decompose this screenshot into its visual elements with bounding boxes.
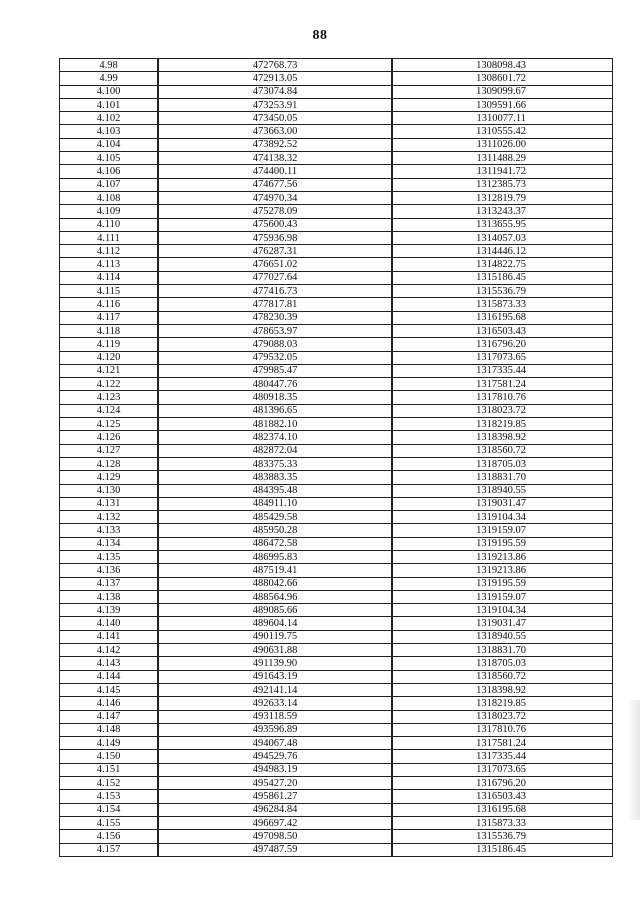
table-row	[60, 271, 613, 284]
y-coordinate-cell: 1314822.75	[392, 258, 613, 271]
point-number-cell: 4.144	[60, 670, 159, 683]
x-coordinate-cell: 496284.84	[158, 803, 392, 816]
x-coordinate-cell: 474400.11	[158, 165, 392, 178]
y-coordinate-cell: 1315873.33	[392, 298, 613, 311]
x-coordinate-cell: 485950.28	[158, 524, 392, 537]
table-row	[60, 683, 613, 696]
point-number-cell: 4.139	[60, 604, 159, 617]
x-coordinate-cell: 480918.35	[158, 391, 392, 404]
x-coordinate-cell: 483375.33	[158, 457, 392, 470]
point-number-cell: 4.132	[60, 511, 159, 524]
point-number-cell: 4.150	[60, 750, 159, 763]
x-coordinate-cell: 472768.73	[158, 59, 392, 72]
point-number-cell: 4.136	[60, 564, 159, 577]
table-row	[60, 803, 613, 816]
y-coordinate-cell: 1316195.68	[392, 311, 613, 324]
table-row	[60, 777, 613, 790]
x-coordinate-cell: 495861.27	[158, 790, 392, 803]
table-row	[60, 72, 613, 85]
table-row	[60, 511, 613, 524]
table-row	[60, 191, 613, 204]
x-coordinate-cell: 493596.89	[158, 723, 392, 736]
x-coordinate-cell: 474970.34	[158, 191, 392, 204]
table-row	[60, 750, 613, 763]
x-coordinate-cell: 479532.05	[158, 351, 392, 364]
point-number-cell: 4.121	[60, 364, 159, 377]
y-coordinate-cell: 1313655.95	[392, 218, 613, 231]
table-row	[60, 630, 613, 643]
x-coordinate-cell: 490119.75	[158, 630, 392, 643]
table-row	[60, 444, 613, 457]
point-number-cell: 4.148	[60, 723, 159, 736]
x-coordinate-cell: 491139.90	[158, 657, 392, 670]
point-number-cell: 4.133	[60, 524, 159, 537]
x-coordinate-cell: 475278.09	[158, 205, 392, 218]
point-number-cell: 4.137	[60, 577, 159, 590]
y-coordinate-cell: 1317073.65	[392, 351, 613, 364]
y-coordinate-cell: 1315186.45	[392, 843, 613, 856]
y-coordinate-cell: 1319195.59	[392, 537, 613, 550]
point-number-cell: 4.119	[60, 338, 159, 351]
x-coordinate-cell: 479088.03	[158, 338, 392, 351]
x-coordinate-cell: 485429.58	[158, 511, 392, 524]
point-number-cell: 4.115	[60, 285, 159, 298]
table-row	[60, 178, 613, 191]
table-row	[60, 816, 613, 829]
y-coordinate-cell: 1310555.42	[392, 125, 613, 138]
x-coordinate-cell: 487519.41	[158, 564, 392, 577]
x-coordinate-cell: 491643.19	[158, 670, 392, 683]
x-coordinate-cell: 481396.65	[158, 404, 392, 417]
table-row	[60, 404, 613, 417]
y-coordinate-cell: 1310077.11	[392, 112, 613, 125]
point-number-cell: 4.147	[60, 710, 159, 723]
table-row	[60, 205, 613, 218]
table-row	[60, 152, 613, 165]
point-number-cell: 4.129	[60, 471, 159, 484]
table-row	[60, 524, 613, 537]
x-coordinate-cell: 496697.42	[158, 816, 392, 829]
table-row	[60, 245, 613, 258]
y-coordinate-cell: 1312819.79	[392, 191, 613, 204]
y-coordinate-cell: 1313243.37	[392, 205, 613, 218]
table-row	[60, 457, 613, 470]
y-coordinate-cell: 1318940.55	[392, 484, 613, 497]
y-coordinate-cell: 1319031.47	[392, 617, 613, 630]
y-coordinate-cell: 1317581.24	[392, 378, 613, 391]
table-row	[60, 298, 613, 311]
y-coordinate-cell: 1317335.44	[392, 750, 613, 763]
x-coordinate-cell: 490631.88	[158, 644, 392, 657]
x-coordinate-cell: 483883.35	[158, 471, 392, 484]
table-row	[60, 763, 613, 776]
coordinates-table	[59, 58, 613, 857]
point-number-cell: 4.125	[60, 418, 159, 431]
x-coordinate-cell: 489604.14	[158, 617, 392, 630]
coordinates-table-body	[60, 59, 613, 857]
x-coordinate-cell: 492633.14	[158, 697, 392, 710]
x-coordinate-cell: 478230.39	[158, 311, 392, 324]
point-number-cell: 4.124	[60, 404, 159, 417]
table-row	[60, 790, 613, 803]
point-number-cell: 4.149	[60, 737, 159, 750]
y-coordinate-cell: 1317581.24	[392, 737, 613, 750]
point-number-cell: 4.131	[60, 497, 159, 510]
point-number-cell: 4.113	[60, 258, 159, 271]
point-number-cell: 4.141	[60, 630, 159, 643]
y-coordinate-cell: 1319213.86	[392, 550, 613, 563]
point-number-cell: 4.118	[60, 324, 159, 337]
point-number-cell: 4.143	[60, 657, 159, 670]
y-coordinate-cell: 1318705.03	[392, 657, 613, 670]
y-coordinate-cell: 1316503.43	[392, 790, 613, 803]
y-coordinate-cell: 1314446.12	[392, 245, 613, 258]
table-row	[60, 391, 613, 404]
table-row	[60, 670, 613, 683]
point-number-cell: 4.127	[60, 444, 159, 457]
table-row	[60, 604, 613, 617]
x-coordinate-cell: 495427.20	[158, 777, 392, 790]
point-number-cell: 4.117	[60, 311, 159, 324]
table-row	[60, 550, 613, 563]
y-coordinate-cell: 1318560.72	[392, 444, 613, 457]
x-coordinate-cell: 473253.91	[158, 98, 392, 111]
x-coordinate-cell: 472913.05	[158, 72, 392, 85]
point-number-cell: 4.110	[60, 218, 159, 231]
y-coordinate-cell: 1311026.00	[392, 138, 613, 151]
x-coordinate-cell: 488042.66	[158, 577, 392, 590]
table-row	[60, 231, 613, 244]
y-coordinate-cell: 1311488.29	[392, 152, 613, 165]
scan-edge-shadow	[628, 700, 640, 820]
table-row	[60, 59, 613, 72]
x-coordinate-cell: 480447.76	[158, 378, 392, 391]
table-row	[60, 537, 613, 550]
point-number-cell: 4.138	[60, 590, 159, 603]
x-coordinate-cell: 494067.48	[158, 737, 392, 750]
x-coordinate-cell: 482872.04	[158, 444, 392, 457]
point-number-cell: 4.123	[60, 391, 159, 404]
y-coordinate-cell: 1319213.86	[392, 564, 613, 577]
y-coordinate-cell: 1319159.07	[392, 590, 613, 603]
point-number-cell: 4.135	[60, 550, 159, 563]
table-row	[60, 471, 613, 484]
x-coordinate-cell: 482374.10	[158, 431, 392, 444]
table-row	[60, 338, 613, 351]
y-coordinate-cell: 1318940.55	[392, 630, 613, 643]
y-coordinate-cell: 1309591.66	[392, 98, 613, 111]
point-number-cell: 4.111	[60, 231, 159, 244]
x-coordinate-cell: 492141.14	[158, 683, 392, 696]
x-coordinate-cell: 476651.02	[158, 258, 392, 271]
x-coordinate-cell: 484911.10	[158, 497, 392, 510]
point-number-cell: 4.130	[60, 484, 159, 497]
y-coordinate-cell: 1317335.44	[392, 364, 613, 377]
table-row	[60, 112, 613, 125]
point-number-cell: 4.134	[60, 537, 159, 550]
table-row	[60, 165, 613, 178]
y-coordinate-cell: 1318219.85	[392, 697, 613, 710]
table-row	[60, 98, 613, 111]
point-number-cell: 4.140	[60, 617, 159, 630]
table-row	[60, 484, 613, 497]
x-coordinate-cell: 475936.98	[158, 231, 392, 244]
point-number-cell: 4.151	[60, 763, 159, 776]
table-row	[60, 125, 613, 138]
table-row	[60, 710, 613, 723]
y-coordinate-cell: 1318398.92	[392, 683, 613, 696]
y-coordinate-cell: 1308098.43	[392, 59, 613, 72]
table-row	[60, 258, 613, 271]
y-coordinate-cell: 1314057.03	[392, 231, 613, 244]
table-row	[60, 564, 613, 577]
y-coordinate-cell: 1317810.76	[392, 723, 613, 736]
y-coordinate-cell: 1312385.73	[392, 178, 613, 191]
point-number-cell: 4.103	[60, 125, 159, 138]
x-coordinate-cell: 494529.76	[158, 750, 392, 763]
point-number-cell: 4.145	[60, 683, 159, 696]
point-number-cell: 4.100	[60, 85, 159, 98]
table-row	[60, 418, 613, 431]
x-coordinate-cell: 477817.81	[158, 298, 392, 311]
point-number-cell: 4.107	[60, 178, 159, 191]
table-row	[60, 657, 613, 670]
point-number-cell: 4.105	[60, 152, 159, 165]
y-coordinate-cell: 1318705.03	[392, 457, 613, 470]
y-coordinate-cell: 1319104.34	[392, 604, 613, 617]
y-coordinate-cell: 1318219.85	[392, 418, 613, 431]
y-coordinate-cell: 1316503.43	[392, 324, 613, 337]
table-row	[60, 843, 613, 856]
table-row	[60, 830, 613, 843]
table-row	[60, 378, 613, 391]
x-coordinate-cell: 473892.52	[158, 138, 392, 151]
y-coordinate-cell: 1311941.72	[392, 165, 613, 178]
x-coordinate-cell: 493118.59	[158, 710, 392, 723]
point-number-cell: 4.154	[60, 803, 159, 816]
point-number-cell: 4.108	[60, 191, 159, 204]
y-coordinate-cell: 1319031.47	[392, 497, 613, 510]
y-coordinate-cell: 1309099.67	[392, 85, 613, 98]
table-row	[60, 351, 613, 364]
table-row	[60, 577, 613, 590]
table-row	[60, 431, 613, 444]
x-coordinate-cell: 474677.56	[158, 178, 392, 191]
y-coordinate-cell: 1315536.79	[392, 285, 613, 298]
x-coordinate-cell: 486995.83	[158, 550, 392, 563]
point-number-cell: 4.142	[60, 644, 159, 657]
table-row	[60, 85, 613, 98]
table-row	[60, 737, 613, 750]
x-coordinate-cell: 494983.19	[158, 763, 392, 776]
x-coordinate-cell: 481882.10	[158, 418, 392, 431]
point-number-cell: 4.102	[60, 112, 159, 125]
point-number-cell: 4.112	[60, 245, 159, 258]
x-coordinate-cell: 488564.96	[158, 590, 392, 603]
x-coordinate-cell: 474138.32	[158, 152, 392, 165]
point-number-cell: 4.126	[60, 431, 159, 444]
y-coordinate-cell: 1318831.70	[392, 644, 613, 657]
x-coordinate-cell: 473074.84	[158, 85, 392, 98]
x-coordinate-cell: 475600.43	[158, 218, 392, 231]
point-number-cell: 4.104	[60, 138, 159, 151]
point-number-cell: 4.156	[60, 830, 159, 843]
point-number-cell: 4.155	[60, 816, 159, 829]
point-number-cell: 4.114	[60, 271, 159, 284]
table-row	[60, 497, 613, 510]
x-coordinate-cell: 477416.73	[158, 285, 392, 298]
y-coordinate-cell: 1319159.07	[392, 524, 613, 537]
page-number: 88	[312, 28, 328, 43]
point-number-cell: 4.98	[60, 59, 159, 72]
x-coordinate-cell: 484395.48	[158, 484, 392, 497]
table-row	[60, 644, 613, 657]
y-coordinate-cell: 1315873.33	[392, 816, 613, 829]
y-coordinate-cell: 1315536.79	[392, 830, 613, 843]
x-coordinate-cell: 486472.58	[158, 537, 392, 550]
y-coordinate-cell: 1318023.72	[392, 710, 613, 723]
point-number-cell: 4.152	[60, 777, 159, 790]
point-number-cell: 4.99	[60, 72, 159, 85]
table-row	[60, 617, 613, 630]
y-coordinate-cell: 1318831.70	[392, 471, 613, 484]
table-row	[60, 285, 613, 298]
y-coordinate-cell: 1308601.72	[392, 72, 613, 85]
x-coordinate-cell: 497098.50	[158, 830, 392, 843]
table-row	[60, 324, 613, 337]
y-coordinate-cell: 1318398.92	[392, 431, 613, 444]
point-number-cell: 4.128	[60, 457, 159, 470]
y-coordinate-cell: 1319195.59	[392, 577, 613, 590]
y-coordinate-cell: 1316195.68	[392, 803, 613, 816]
x-coordinate-cell: 497487.59	[158, 843, 392, 856]
y-coordinate-cell: 1318560.72	[392, 670, 613, 683]
table-row	[60, 364, 613, 377]
point-number-cell: 4.116	[60, 298, 159, 311]
y-coordinate-cell: 1319104.34	[392, 511, 613, 524]
point-number-cell: 4.109	[60, 205, 159, 218]
table-row	[60, 723, 613, 736]
table-row	[60, 590, 613, 603]
point-number-cell: 4.146	[60, 697, 159, 710]
x-coordinate-cell: 473450.05	[158, 112, 392, 125]
point-number-cell: 4.101	[60, 98, 159, 111]
point-number-cell: 4.157	[60, 843, 159, 856]
x-coordinate-cell: 477027.64	[158, 271, 392, 284]
x-coordinate-cell: 489085.66	[158, 604, 392, 617]
y-coordinate-cell: 1317810.76	[392, 391, 613, 404]
point-number-cell: 4.106	[60, 165, 159, 178]
table-row	[60, 138, 613, 151]
point-number-cell: 4.120	[60, 351, 159, 364]
y-coordinate-cell: 1317073.65	[392, 763, 613, 776]
x-coordinate-cell: 476287.31	[158, 245, 392, 258]
y-coordinate-cell: 1315186.45	[392, 271, 613, 284]
table-row	[60, 697, 613, 710]
y-coordinate-cell: 1318023.72	[392, 404, 613, 417]
x-coordinate-cell: 478653.97	[158, 324, 392, 337]
point-number-cell: 4.153	[60, 790, 159, 803]
y-coordinate-cell: 1316796.20	[392, 338, 613, 351]
table-row	[60, 218, 613, 231]
x-coordinate-cell: 473663.00	[158, 125, 392, 138]
x-coordinate-cell: 479985.47	[158, 364, 392, 377]
y-coordinate-cell: 1316796.20	[392, 777, 613, 790]
table-row	[60, 311, 613, 324]
point-number-cell: 4.122	[60, 378, 159, 391]
